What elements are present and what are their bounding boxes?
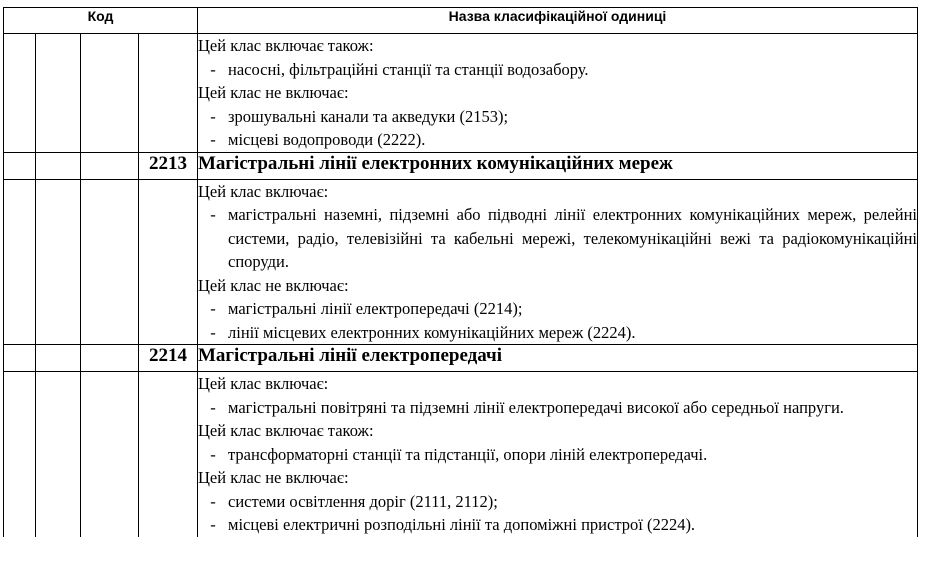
- table-row: [4, 152, 918, 179]
- class-code: 2213: [139, 152, 198, 179]
- class-description: [198, 179, 918, 345]
- description-heading: Цей клас не включає:: [198, 275, 349, 295]
- header-row: [4, 8, 918, 34]
- class-code: 2214: [139, 345, 198, 372]
- table-row: [4, 345, 918, 372]
- list-item: - зрошувальні канали та акведуки (2153);: [210, 106, 509, 126]
- class-description: [198, 372, 918, 537]
- name-column-header: Назва класифікаційної одиниці: [198, 8, 918, 34]
- class-description: [198, 34, 918, 153]
- list-item: - місцеві водопроводи (2222).: [210, 130, 426, 149]
- list-item: - трансформаторні станції та підстанції, опори ліній електропередачі.: [210, 444, 708, 464]
- description-heading: Цей клас включає також:: [198, 36, 374, 55]
- code-cell-class: [139, 34, 198, 153]
- description-heading: Цей клас включає також:: [198, 421, 374, 440]
- list-item: - місцеві електричні розподільні лінії та допоміжні пристрої (2224).: [210, 515, 696, 534]
- list-item: - лінії місцевих електронних комунікаційних мереж (2224).: [210, 322, 636, 342]
- description-heading: Цей клас включає:: [198, 374, 329, 393]
- code-cell-division: [36, 34, 81, 153]
- list-item: - магістральні повітряні та підземні лінії електропередачі високої або середньої напруги.: [210, 397, 844, 417]
- code-column-header: Код: [4, 8, 198, 34]
- classification-table: [3, 7, 918, 537]
- table-row: [4, 179, 918, 345]
- description-heading: Цей клас не включає:: [198, 83, 349, 102]
- list-item: - магістральні лінії електропередачі (2214);: [210, 299, 523, 318]
- description-heading: Цей клас не включає:: [198, 468, 349, 487]
- class-title: Магістральні лінії електропередачі: [198, 345, 918, 372]
- list-item: - магістральні наземні, підземні або підводні лінії електронних комунікаційних мереж, релейні системи, радіо, телевізійні та кабельні мережі, телекомунікаційні вежі та радіокомунікаційні споруди.: [210, 205, 917, 271]
- table-row: [4, 34, 918, 153]
- table-row: [4, 372, 918, 537]
- list-item: - насосні, фільтраційні станції та станції водозабору.: [210, 59, 589, 79]
- list-item: - системи освітлення доріг (2111, 2112);: [210, 491, 498, 511]
- class-title: Магістральні лінії електронних комунікаційних мереж: [198, 152, 918, 179]
- code-cell-section: [4, 34, 36, 153]
- description-heading: Цей клас включає:: [198, 181, 329, 201]
- code-cell-group: [81, 34, 139, 153]
